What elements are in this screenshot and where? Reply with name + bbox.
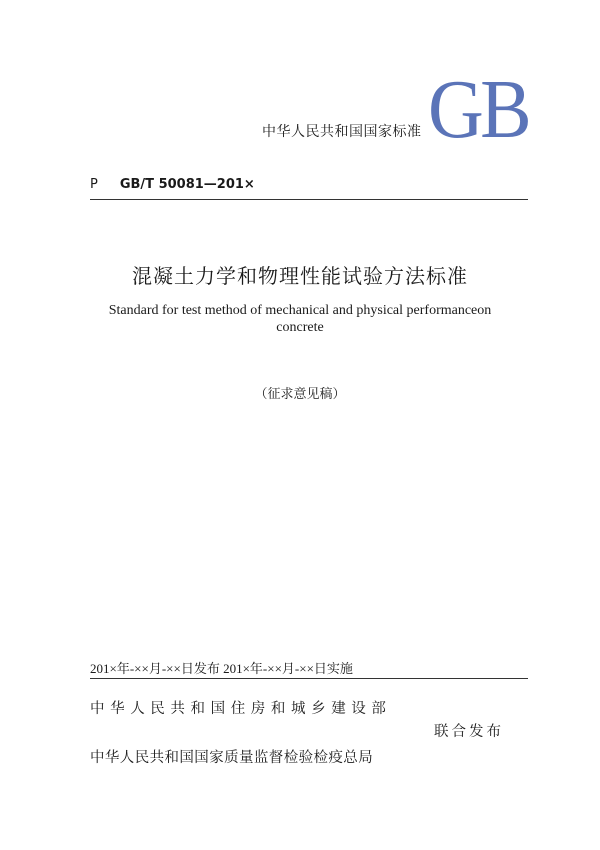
implement-date: 201×年-××月-××日实施: [223, 661, 353, 676]
issuer-administration: 中华人民共和国国家质量监督检验检疫总局: [90, 750, 374, 766]
draft-note: （征求意见稿）: [254, 387, 346, 402]
national-standard-label: 中华人民共和国国家标准: [262, 124, 422, 140]
footer-divider: [90, 678, 528, 679]
header-divider: [90, 199, 528, 200]
title-english-line-1: Standard for test method of mechanical and physical performanceon: [108, 303, 492, 318]
category-code: P: [90, 177, 98, 192]
standard-number: GB/T 50081—201×: [119, 177, 255, 192]
joint-issue-label: 联合发布: [434, 724, 504, 740]
issue-date: 201×年-××月-××日发布: [90, 661, 220, 676]
standard-code-row: [90, 177, 255, 192]
dates-row: [90, 658, 353, 677]
title-english: [60, 302, 540, 336]
title-chinese: 混凝土力学和物理性能试验方法标准: [132, 264, 468, 288]
title-english-line-2: concrete: [276, 320, 324, 335]
gb-logo: GB: [428, 63, 529, 156]
issuer-ministry: 中华人民共和国住房和城乡建设部: [90, 701, 392, 717]
